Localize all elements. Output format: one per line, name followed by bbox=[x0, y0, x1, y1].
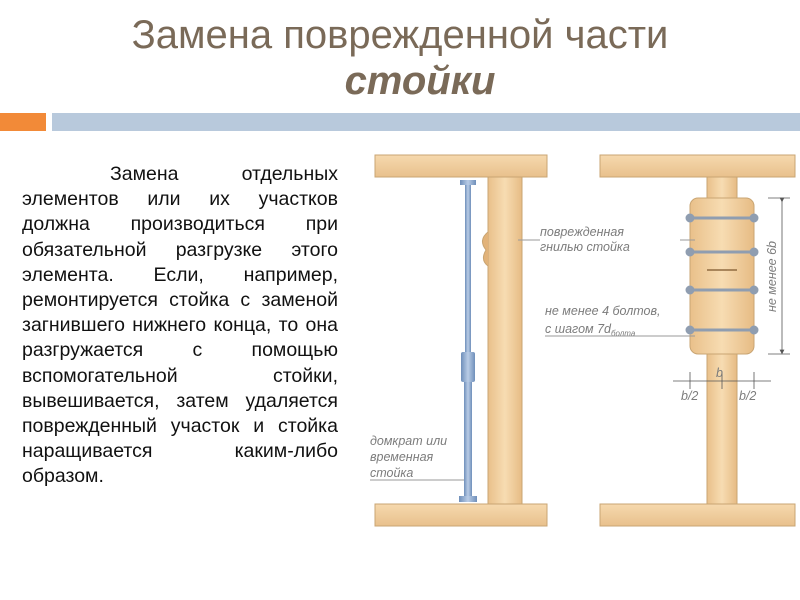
label-b2-left: b/2 bbox=[681, 389, 699, 403]
right-bottom-beam bbox=[600, 504, 795, 526]
jack-lower-rod bbox=[464, 382, 472, 497]
left-top-beam bbox=[375, 155, 547, 177]
label-damaged-1: поврежденная bbox=[540, 225, 624, 239]
label-jack-1: домкрат или bbox=[370, 434, 448, 448]
rot-spot bbox=[482, 232, 488, 266]
right-post-lower bbox=[707, 337, 737, 504]
slide-title bbox=[0, 12, 800, 104]
label-bolts-sub: болта bbox=[610, 329, 636, 338]
label-jack-3: стойка bbox=[370, 466, 414, 480]
label-min-length: не менее 6b bbox=[765, 241, 779, 312]
right-top-beam bbox=[600, 155, 795, 177]
label-damaged-2: гнилью стойка bbox=[540, 240, 630, 254]
jack-base bbox=[459, 496, 477, 502]
title-line-2: стойки bbox=[344, 59, 496, 103]
label-jack-2: временная bbox=[370, 450, 434, 464]
title-rule-accent bbox=[0, 113, 46, 131]
jack-top-plate bbox=[460, 180, 476, 185]
title-line-1: Замена поврежденной части bbox=[131, 13, 669, 57]
left-post bbox=[488, 177, 522, 504]
label-b: b bbox=[716, 366, 723, 380]
label-b2-right: b/2 bbox=[739, 389, 757, 403]
title-rule-bar bbox=[52, 113, 800, 131]
label-bolts-1: не менее 4 болтов, bbox=[545, 304, 661, 318]
label-bolts-2: с шагом 7d bbox=[545, 322, 611, 336]
jack-rod bbox=[465, 185, 471, 355]
post-repair-diagram bbox=[350, 140, 800, 600]
body-paragraph: Замена отдельных элементов или их участков должна производиться при обязательной разгрузке этого элемента. Если, например, ремонтируется стойка с заменой загнившего нижнего конца, то она разгружается с помощью вспомогательной стойки, вывешивается, затем удаляется поврежденный участок и стойка наращивается каким-либо образом. bbox=[22, 163, 338, 488]
left-bottom-beam bbox=[375, 504, 547, 526]
jack-body bbox=[461, 352, 475, 382]
